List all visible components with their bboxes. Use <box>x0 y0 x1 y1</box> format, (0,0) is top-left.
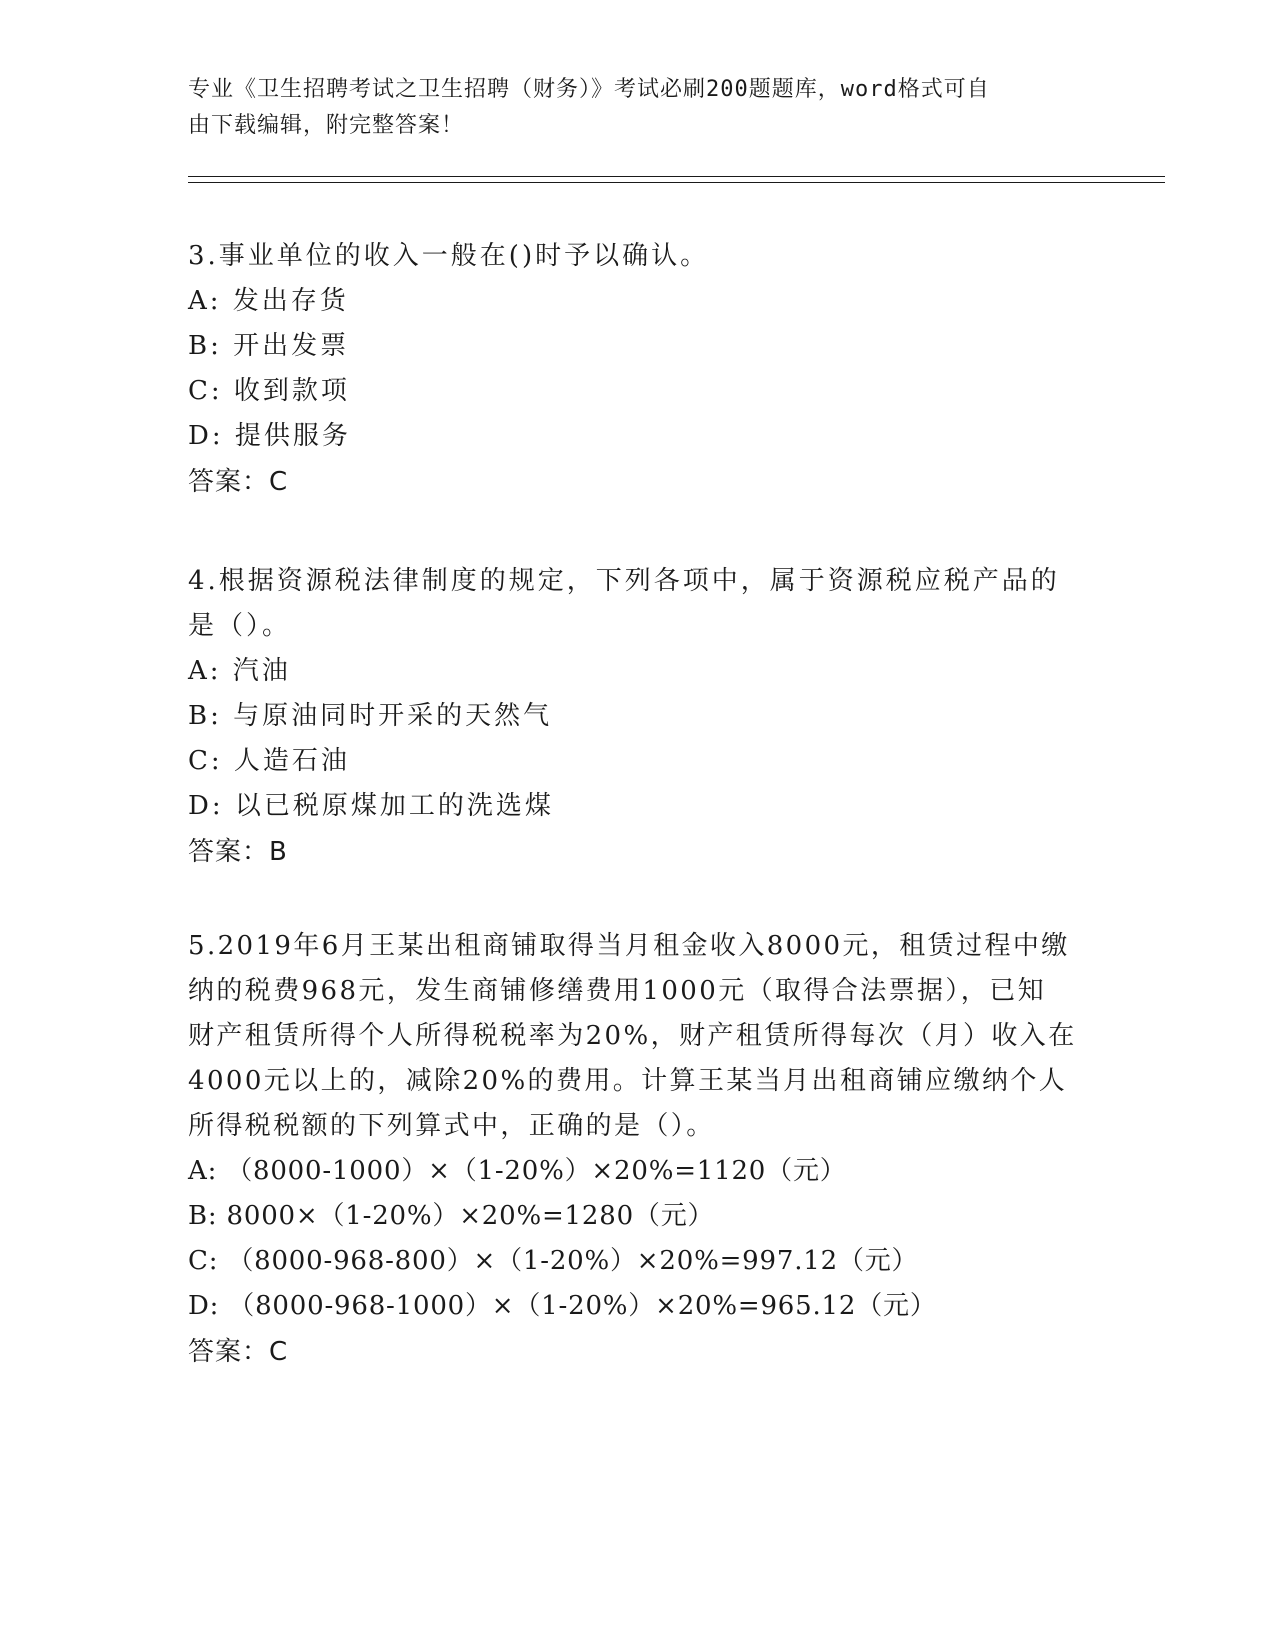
answer-line: 答案：C <box>188 467 289 497</box>
question-stem-line-4: 4000元以上的，减除20%的费用。计算王某当月出租商铺应缴纳个人 <box>188 1066 1068 1096</box>
option-b: B: 开出发票 <box>188 331 350 361</box>
question-stem-line-2: 是（）。 <box>188 611 292 641</box>
header-line-1: 专业《卫生招聘考试之卫生招聘（财务）》考试必刷200题题库，word格式可自 <box>188 77 990 102</box>
header-divider-top <box>188 176 1165 177</box>
question-stem-line-1: 5.2019年6月王某出租商铺取得当月租金收入8000元，租赁过程中缴 <box>188 931 1070 961</box>
option-c: C: 人造石油 <box>188 746 350 776</box>
option-a: A: 汽油 <box>188 656 291 686</box>
answer-line: 答案：B <box>188 837 288 867</box>
option-d: D: （8000-968-1000）×（1-20%）×20%=965.12（元） <box>188 1291 937 1321</box>
header-line-2: 由下载编辑，附完整答案！ <box>188 113 465 138</box>
option-a: A: （8000-1000）×（1-20%）×20%=1120（元） <box>188 1156 847 1186</box>
question-stem-line-5: 所得税税额的下列算式中，正确的是（）。 <box>188 1111 715 1141</box>
option-c: C: 收到款项 <box>188 376 350 406</box>
document-header <box>188 72 1068 144</box>
question-3 <box>188 234 1088 505</box>
question-stem-line-1: 4.根据资源税法律制度的规定，下列各项中，属于资源税应税产品的 <box>188 566 1060 596</box>
question-stem-line-3: 财产租赁所得个人所得税税率为20%，财产租赁所得每次（月）收入在 <box>188 1021 1077 1051</box>
option-d: D: 提供服务 <box>188 421 351 451</box>
answer-line: 答案：C <box>188 1337 289 1367</box>
header-divider-bottom <box>188 182 1165 183</box>
option-c: C: （8000-968-800）×（1-20%）×20%=997.12（元） <box>188 1246 919 1276</box>
option-b: B: 8000×（1-20%）×20%=1280（元） <box>188 1201 715 1231</box>
option-b: B: 与原油同时开采的天然气 <box>188 701 553 731</box>
option-d: D: 以已税原煤加工的洗选煤 <box>188 791 554 821</box>
question-5 <box>188 924 1088 1375</box>
question-stem-line-2: 纳的税费968元，发生商铺修缮费用1000元（取得合法票据），已知 <box>188 976 1046 1006</box>
question-4 <box>188 559 1088 875</box>
question-stem: 3.事业单位的收入一般在()时予以确认。 <box>188 241 710 271</box>
option-a: A: 发出存货 <box>188 286 349 316</box>
